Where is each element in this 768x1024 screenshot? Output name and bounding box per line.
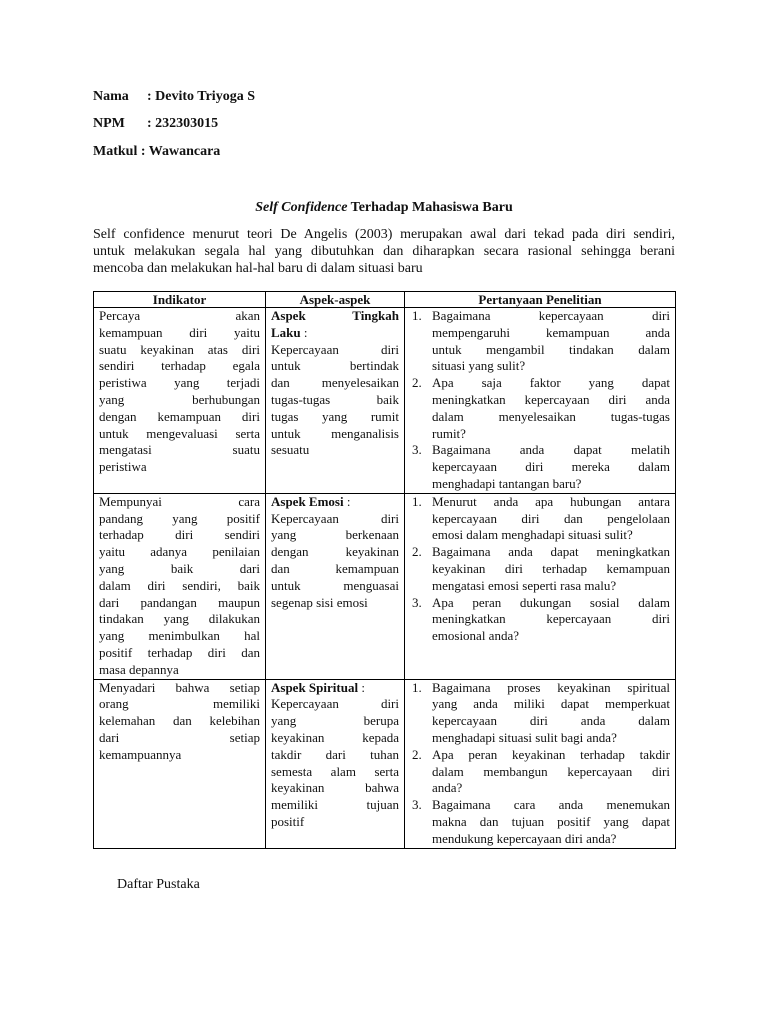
question-item [410,747,670,797]
question-number: 3. [412,594,422,610]
question-number: 3. [412,797,422,813]
aspek-line: positif [271,813,305,829]
aspek-line: untuk menguasai [271,577,399,593]
question-line: makna dan tujuan positif yang dapat [432,813,670,829]
indikator-line: Menyadari bahwa setiap [99,679,260,695]
intro-line: Self confidence menurut teori De Angelis (2003) merupakan awal dari tekad pada diri sendiri, [93,227,675,242]
indikator-line: dari pandangan maupun [99,594,260,610]
question-number: 2. [412,544,422,560]
indikator-line: yang berhubungan [99,391,260,407]
indikator-line: sendiri terhadap egala [99,358,260,374]
question-line: Apa peran dukungan sosial dalam [432,594,670,610]
aspek-line: Kepercayaan diri [271,696,399,712]
name-line [93,89,255,105]
aspek-cell [266,679,405,848]
question-line: Bagaimana proses keyakinan spiritual [432,679,670,695]
name-value: : Devito Triyoga S [147,89,255,104]
question-line: meningkatkan kepercayaan diri anda [432,391,670,407]
aspek-title-colon: : [358,679,365,695]
aspek-title-text: Laku [271,324,301,340]
indikator-line: positif terhadap diri dan [99,644,260,660]
question-line: meningkatkan kepercayaan diri [432,611,670,627]
indikator-line: terhadap diri sendiri [99,527,260,543]
indikator-line: kemampuan diri yaitu [99,324,260,340]
question-line: anda? [432,780,463,796]
indikator-line: peristiwa yang terjadi [99,375,260,391]
indikator-line: suatu keyakinan atas diri [99,341,260,357]
aspek-title-line [271,494,399,511]
table-row [94,308,676,494]
question-line: Bagaimana cara anda menemukan [432,797,670,813]
indikator-line: dari setiap [99,729,260,745]
indikator-line: tindakan yang dilakukan [99,611,260,627]
question-number: 3. [412,442,422,458]
question-line: rumit? [432,425,466,441]
question-item [410,595,670,645]
question-line: situasi yang sulit? [432,358,526,374]
question-item [410,797,670,847]
indikator-line: kelemahan dan kelebihan [99,713,260,729]
title-italic: Self Confidence [255,200,348,215]
indikator-line: Percaya akan [99,308,260,323]
indikator-line: peristiwa [99,459,147,475]
aspek-cell [266,493,405,679]
aspek-line: semesta alam serta [271,763,399,779]
intro-line: untuk melakukan segala hal yang dibutuhkan dan diharapkan secara rasional sehingga berani [93,244,675,259]
question-line: emosional anda? [432,628,519,644]
question-item [410,680,670,747]
intro-paragraph [93,226,675,277]
question-line: Bagaimana kepercayaan diri [432,308,670,323]
aspek-line: tugas-tugas baik [271,391,399,407]
document-title [0,199,768,217]
question-item [410,494,670,544]
aspek-line: yang berupa [271,713,399,729]
pertanyaan-cell [405,308,676,494]
course-label: Matkul [93,144,138,159]
question-line: Menurut anda apa hubungan antara [432,493,670,509]
npm-label: NPM [93,116,125,131]
indikator-line: untuk mengevaluasi serta [99,425,260,441]
indikator-line: mengatasi suatu [99,442,260,458]
question-line: yang anda miliki dapat memperkuat [432,696,670,712]
aspek-line: memiliki tujuan [271,797,399,813]
npm-value: : 232303015 [147,116,219,131]
aspek-title-text: Aspek Spiritual [271,679,359,695]
aspek-line: Kepercayaan diri [271,341,399,357]
aspek-line: dengan keyakinan [271,544,399,560]
question-line: dalam menyelesaikan tugas-tugas [432,408,670,424]
question-line: kepercayaan diri anda dalam [432,713,670,729]
course-value: : Wawancara [140,144,221,159]
pertanyaan-cell [405,679,676,848]
question-line: menghadapi situasi sulit bagi anda? [432,729,617,745]
indikator-cell [94,679,266,848]
question-item [410,308,670,375]
question-item [410,375,670,442]
question-line: Apa peran keyakinan terhadap takdir [432,746,670,762]
indikator-cell [94,308,266,494]
indikator-line: yang menimbulkan hal [99,628,260,644]
indikator-line: dengan kemampuan diri [99,408,260,424]
header-aspek: Aspek-aspek [266,292,405,308]
indikator-line: kemampuannya [99,746,182,762]
name-label: Nama [93,89,129,104]
question-number: 2. [412,375,422,391]
question-line: Apa saja faktor yang dapat [432,375,670,391]
question-number: 2. [412,746,422,762]
question-line: keyakinan diri terhadap kemampuan [432,560,670,576]
aspek-line: untuk menganalisis [271,425,399,441]
aspek-title-text: Aspek Tingkah [271,308,399,323]
question-line: Bagaimana anda dapat meningkatkan [432,544,670,560]
aspek-line: yang berkenaan [271,527,399,543]
question-line: emosi dalam menghadapi situasi sulit? [432,527,633,543]
indikator-line: orang memiliki [99,696,260,712]
aspek-title-colon: : [343,493,351,509]
question-line: Bagaimana anda dapat melatih [432,442,670,458]
aspek-title-text: Aspek Emosi [271,493,344,509]
question-number: 1. [412,493,422,509]
question-number: 1. [412,679,422,695]
indikator-line: yaitu adanya penilaian [99,544,260,560]
question-line: mengatasi emosi seperti rasa malu? [432,577,617,593]
question-list [410,680,670,848]
question-list [410,494,670,645]
question-number: 1. [412,308,422,323]
aspek-line: sesuatu [271,442,310,458]
aspek-line: segenap sisi emosi [271,594,368,610]
indikator-line: masa depannya [99,661,179,677]
intro-line: mencoba dan melakukan hal-hal baru di dalam situasi baru [93,261,423,276]
aspek-line: takdir dari tuhan [271,746,399,762]
research-table [93,291,676,849]
indikator-line: pandang yang positif [99,510,260,526]
pertanyaan-cell [405,493,676,679]
course-line [93,144,220,160]
aspek-line: keyakinan kepada [271,729,399,745]
table-row [94,493,676,679]
question-line: dalam membangun kepercayaan diri [432,763,670,779]
indikator-line: yang baik dari [99,560,260,576]
header-indikator: Indikator [94,292,266,308]
question-line: mendukung kepercayaan diri anda? [432,830,617,846]
bibliography-heading: Daftar Pustaka [117,877,200,892]
aspek-title-line [271,308,399,325]
question-line: kepercayaan diri dan pengelolaan [432,510,670,526]
aspek-line: keyakinan bahwa [271,780,399,796]
aspek-line: dan kemampuan [271,560,399,576]
indikator-cell [94,493,266,679]
question-line: kepercayaan diri mereka dalam [432,459,670,475]
aspek-title-colon: : [300,324,308,340]
aspek-title-line [271,325,399,342]
question-line: mempengaruhi kemampuan anda [432,324,670,340]
aspek-line: untuk bertindak [271,358,399,374]
npm-line [93,116,218,132]
table-header-row [94,292,676,308]
aspek-title-line [271,680,399,697]
header-pertanyaan: Pertanyaan Penelitian [405,292,676,308]
aspek-line: dan menyelesaikan [271,375,399,391]
question-line: menghadapi tantangan baru? [432,475,582,491]
question-item [410,544,670,594]
aspek-line: Kepercayaan diri [271,510,399,526]
aspek-cell [266,308,405,494]
question-item [410,442,670,492]
table-row [94,679,676,848]
question-line: untuk mengambil tindakan dalam [432,341,670,357]
title-rest: Terhadap Mahasiswa Baru [347,200,513,215]
question-list [410,308,670,493]
indikator-line: dalam diri sendiri, baik [99,577,260,593]
indikator-line: Mempunyai cara [99,493,260,509]
aspek-line: tugas yang rumit [271,408,399,424]
